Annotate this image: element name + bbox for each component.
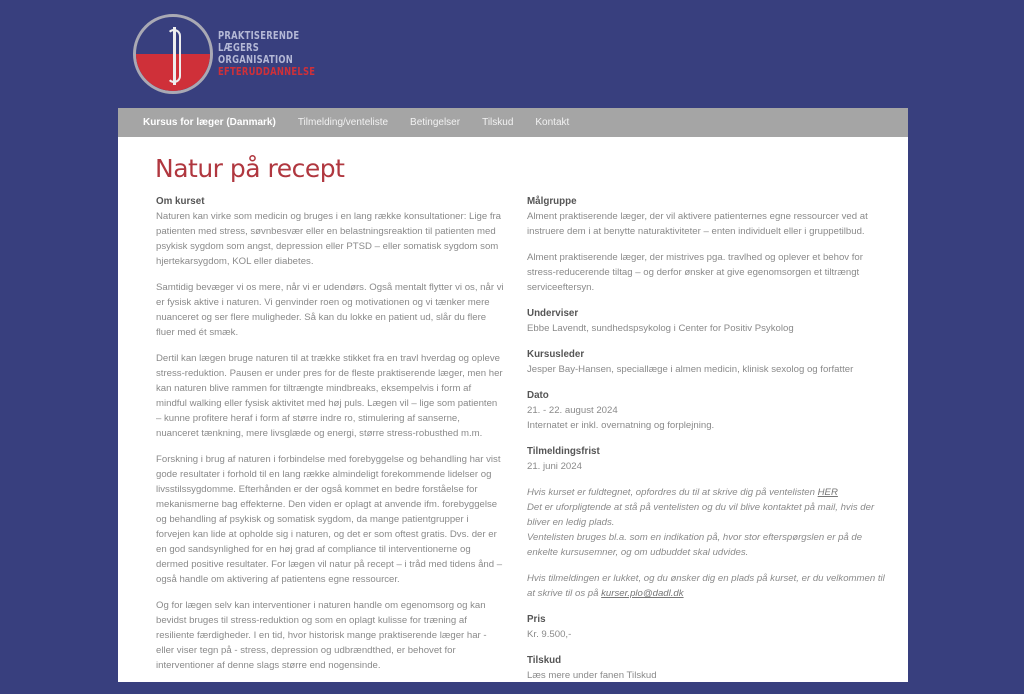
closed-info [527, 571, 887, 601]
section-heading: Pris [527, 614, 546, 625]
nav-kontakt[interactable]: Kontakt [535, 117, 570, 128]
paragraph: Dertil kan lægen bruge naturen til at trække stikket fra en travl hverdag og opleve stress-reduktion. Pausen er under pres for de fleste praktiserende læger, men her kan naturen blive rammen for tiltrængte mindbreaks, eksempelvis i form af mindful walking eller fysisk aktivitet med høj puls. Lægen vil – lige som patienten – kunne profitere heraf i form af større indre ro, stimulering af sanserne, nuanceret tænkning, mere livsglæde og energi, større stress-robusthed m.m. [156, 353, 503, 439]
logo-line: ORGANISATION [218, 54, 293, 66]
main-nav [118, 108, 908, 137]
subsidy: Læs mere under fanen Tilskud [527, 670, 657, 681]
nav-tilmelding[interactable]: Tilmelding/venteliste [297, 117, 389, 128]
waitlist-info [527, 485, 887, 560]
paragraph: Alment praktiserende læger, der vil aktivere patienternes egne ressourcer ved at instruere dem i at benytte naturaktiviteter – enten individuelt eller i gruppetilbud. [527, 211, 868, 237]
section-heading: Dato [527, 390, 549, 401]
paragraph: Alment praktiserende læger, der mistrives pga. travlhed og oplever et behov for stress-reducerende tiltag – og derfor ønsker at give egenomsorgen et tiltrængt serviceeftersyn. [527, 252, 863, 293]
section-heading: Tilmeldingsfrist [527, 446, 600, 457]
paragraph: Og for lægen selv kan interventioner i naturen handle om egenomsorg og kan bevidst bruges til stress-reduktion og som en oplagt kulisse for træning af resiliente færdigheder. I en tid, hvor historisk mange praktiserende læger har - eller viser tegn på - stress, depression og udbrændthed, er behovet for interventioner af denne slags større end nogensinde. [156, 600, 487, 671]
waitlist-text: Hvis kurset er fuldtegnet, opfordres du til at skrive dig på ventelisten [527, 487, 818, 498]
closed-text: Hvis tilmeldingen er lukket, og du ønsker dig en plads på kurset, er du velkommen til at skrive til os på [527, 573, 885, 599]
date-note: Internatet er inkl. overnatning og forplejning. [527, 420, 715, 431]
email-link[interactable]: kurser.plo@dadl.dk [601, 588, 684, 599]
logo-line: PRAKTISERENDE [218, 30, 300, 42]
section-heading: Underviser [527, 308, 579, 319]
paragraph: Naturen kan virke som medicin og bruges i en lang række konsultationer: Lige fra patienten med stress, søvnbesvær eller en belastningsreaktion til patienten med psykisk sygdom som angst, depression eller PTSD – eller somatisk sygdom som hjertekarsygdom, KOL eller diabetes. [156, 211, 502, 267]
section-heading: Tilskud [527, 655, 562, 666]
waitlist-text: Ventelisten bruges bl.a. som en indikation på, hvor stor efterspørgslen er på de enkelte kursusemner, og om udbuddet skal udvides. [527, 532, 863, 558]
logo-line: LÆGERS [218, 42, 260, 54]
course-leader: Jesper Bay-Hansen, speciallæge i almen medicin, klinisk sexolog og forfatter [527, 364, 854, 375]
section-heading: Kursusleder [527, 349, 585, 360]
logo-subline: EFTERUDDANNELSE [218, 66, 316, 78]
price: Kr. 9.500,- [527, 629, 572, 640]
page-title: Natur på recept [155, 154, 345, 183]
caduceus-seal-icon [133, 14, 213, 94]
section-heading: Om kurset [156, 196, 205, 207]
date: 21. - 22. august 2024 [527, 405, 618, 416]
paragraph: Forskning i brug af naturen i forbindelse med forebyggelse og behandling har vist gode resultater i forhold til en lang række almindeligt forekommende lidelser og livsstilssygdomme. Efterhånden er der også kommet en bedre forståelse for mekanismerne bag effekterne. Den viden er oplagt at anvende ifm. forebyggelse og behandling af psykisk og somatisk sygdom, da mange patientgrupper i forvejen kan lide at opholde sig i naturen, og det er som oftest gratis. Dvs. der er en god sandsynlighed for en høj grad af compliance til interventionerne og dermed positive resultater. For lægen vil natur på recept – i tråd med tidens ånd – også handle om aktivering af patientens egne ressourcer. [156, 454, 503, 585]
waitlist-text: Det er uforpligtende at stå på ventelisten og du vil blive kontaktet på mail, hvis der bliver en ledig plads. [527, 502, 875, 528]
course-details [527, 194, 887, 694]
content-panel [118, 108, 908, 682]
teacher: Ebbe Lavendt, sundhedspsykolog i Center for Positiv Psykolog [527, 323, 794, 334]
waitlist-link[interactable]: HER [817, 487, 838, 498]
logo-text [218, 30, 315, 78]
nav-tilskud[interactable]: Tilskud [482, 117, 514, 128]
nav-betingelser[interactable]: Betingelser [410, 117, 461, 128]
deadline: 21. juni 2024 [527, 461, 582, 472]
plo-logo[interactable] [133, 14, 340, 94]
nav-kursus[interactable]: Kursus for læger (Danmark) [143, 117, 276, 128]
section-heading: Målgruppe [527, 196, 577, 207]
paragraph: Samtidig bevæger vi os mere, når vi er udendørs. Også mentalt flytter vi os, når vi er fysisk aktive i naturen. Vi genvinder roen og motivationen og vi tænker mere nuanceret og ser flere muligheder. Så kan du lokke en patient ud, slår du flere fluer med ét smæk. [156, 282, 504, 338]
course-description [156, 194, 504, 684]
